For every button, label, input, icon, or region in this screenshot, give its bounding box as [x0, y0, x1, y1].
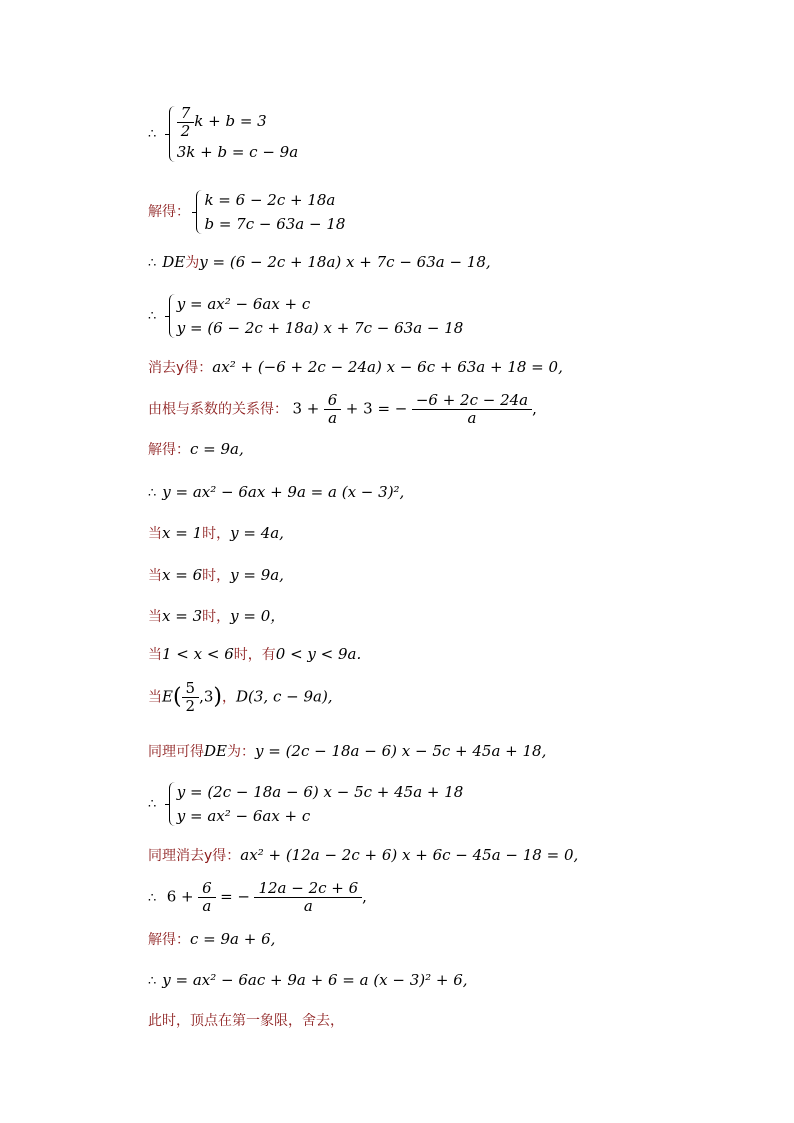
therefore-symbol: ∴	[148, 486, 157, 501]
math: DE	[162, 253, 186, 271]
math: 3 +	[292, 399, 320, 418]
case-line: 当x = 3时，y = 0，	[148, 607, 286, 625]
equation-row: 3k + b = c − 9a	[176, 142, 299, 161]
equation-row: y = ax² − 6ax + c	[176, 295, 311, 313]
conclusion-line: 此时，顶点在第一象限，舍去，	[148, 1013, 344, 1029]
point-line: 当E( $\frac{5}{2}$ ,3)，D(3, c − 9a),	[148, 679, 333, 715]
therefore-symbol: ∴	[148, 256, 157, 271]
vieta-line-2: ∴ 6 + $\frac{6}{a}$ = − $\frac{12a - 2c + 6}{a}$ ,	[148, 879, 367, 915]
equation-row: y = ax² − 6ax + c	[176, 807, 311, 825]
function-line-2: ∴ y = ax² − 6ac + 9a + 6 = a (x − 3)² + 6,	[148, 971, 468, 989]
de-line	[148, 253, 491, 273]
label: 为	[185, 255, 200, 271]
case-line: 当x = 6时，y = 9a,	[148, 566, 284, 584]
equation-system	[167, 780, 464, 828]
math: y = ax² − 6ax + 9a = a (x − 3)²,	[162, 483, 405, 501]
de-line-2: 同理可得DE为：y = (2c − 18a − 6) x − 5c + 45a + 18,	[148, 742, 547, 760]
fraction: $\frac{-6 + 2c - 24a}{a}$	[414, 392, 530, 427]
math: ,	[532, 399, 537, 418]
fraction: $\frac{7}{2}$	[179, 105, 193, 140]
label: 消去y得：	[148, 360, 213, 376]
therefore-symbol: ∴	[148, 797, 157, 812]
system-2	[148, 292, 463, 340]
solve-line-2: 解得：c = 9a + 6,	[148, 930, 276, 948]
fraction: $\frac{5}{2}$	[184, 680, 198, 715]
label: 解得：	[148, 442, 190, 458]
fraction: $\frac{6}{a}$	[200, 880, 214, 915]
equation-system	[167, 104, 298, 164]
case-line: 当x = 1时，y = 4a,	[148, 524, 284, 542]
equation-row: b = 7c − 63a − 18	[204, 215, 346, 233]
math: y = (6 − 2c + 18a) x + 7c − 63a − 18,	[199, 253, 491, 271]
therefore-symbol: ∴	[148, 126, 157, 142]
function-line	[148, 483, 404, 503]
fraction: $\frac{12a - 2c + 6}{a}$	[256, 880, 360, 915]
equation-row: k + b = 3	[194, 112, 267, 130]
equation-row: k = 6 − 2c + 18a	[204, 191, 336, 209]
therefore-symbol: ∴	[148, 890, 157, 906]
math: c = 9a,	[190, 440, 244, 458]
solve-line	[148, 440, 244, 459]
equation-system	[194, 188, 345, 236]
therefore-symbol: ∴	[148, 309, 157, 324]
system-1	[148, 104, 298, 164]
system-3	[148, 780, 463, 828]
vieta-line	[148, 392, 537, 427]
case-line: 当1 < x < 6时，有0 < y < 9a.	[148, 645, 362, 663]
eliminate-line	[148, 358, 563, 377]
fraction: $\frac{6}{a}$	[326, 392, 340, 427]
solution-line	[148, 188, 345, 236]
label: 解得：	[148, 204, 190, 220]
math: ax² + (−6 + 2c − 24a) x − 6c + 63a + 18 = 0,	[212, 358, 563, 376]
equation-system	[167, 292, 464, 340]
equation-row: y = (2c − 18a − 6) x − 5c + 45a + 18	[176, 783, 464, 801]
math: + 3 = −	[345, 399, 408, 418]
equation-row: y = (6 − 2c + 18a) x + 7c − 63a − 18	[176, 319, 464, 337]
label: 由根与系数的关系得：	[148, 401, 288, 418]
eliminate-line-2: 同理消去y得：ax² + (12a − 2c + 6) x + 6c − 45a − 18 = 0,	[148, 846, 579, 864]
therefore-symbol: ∴	[148, 974, 157, 989]
